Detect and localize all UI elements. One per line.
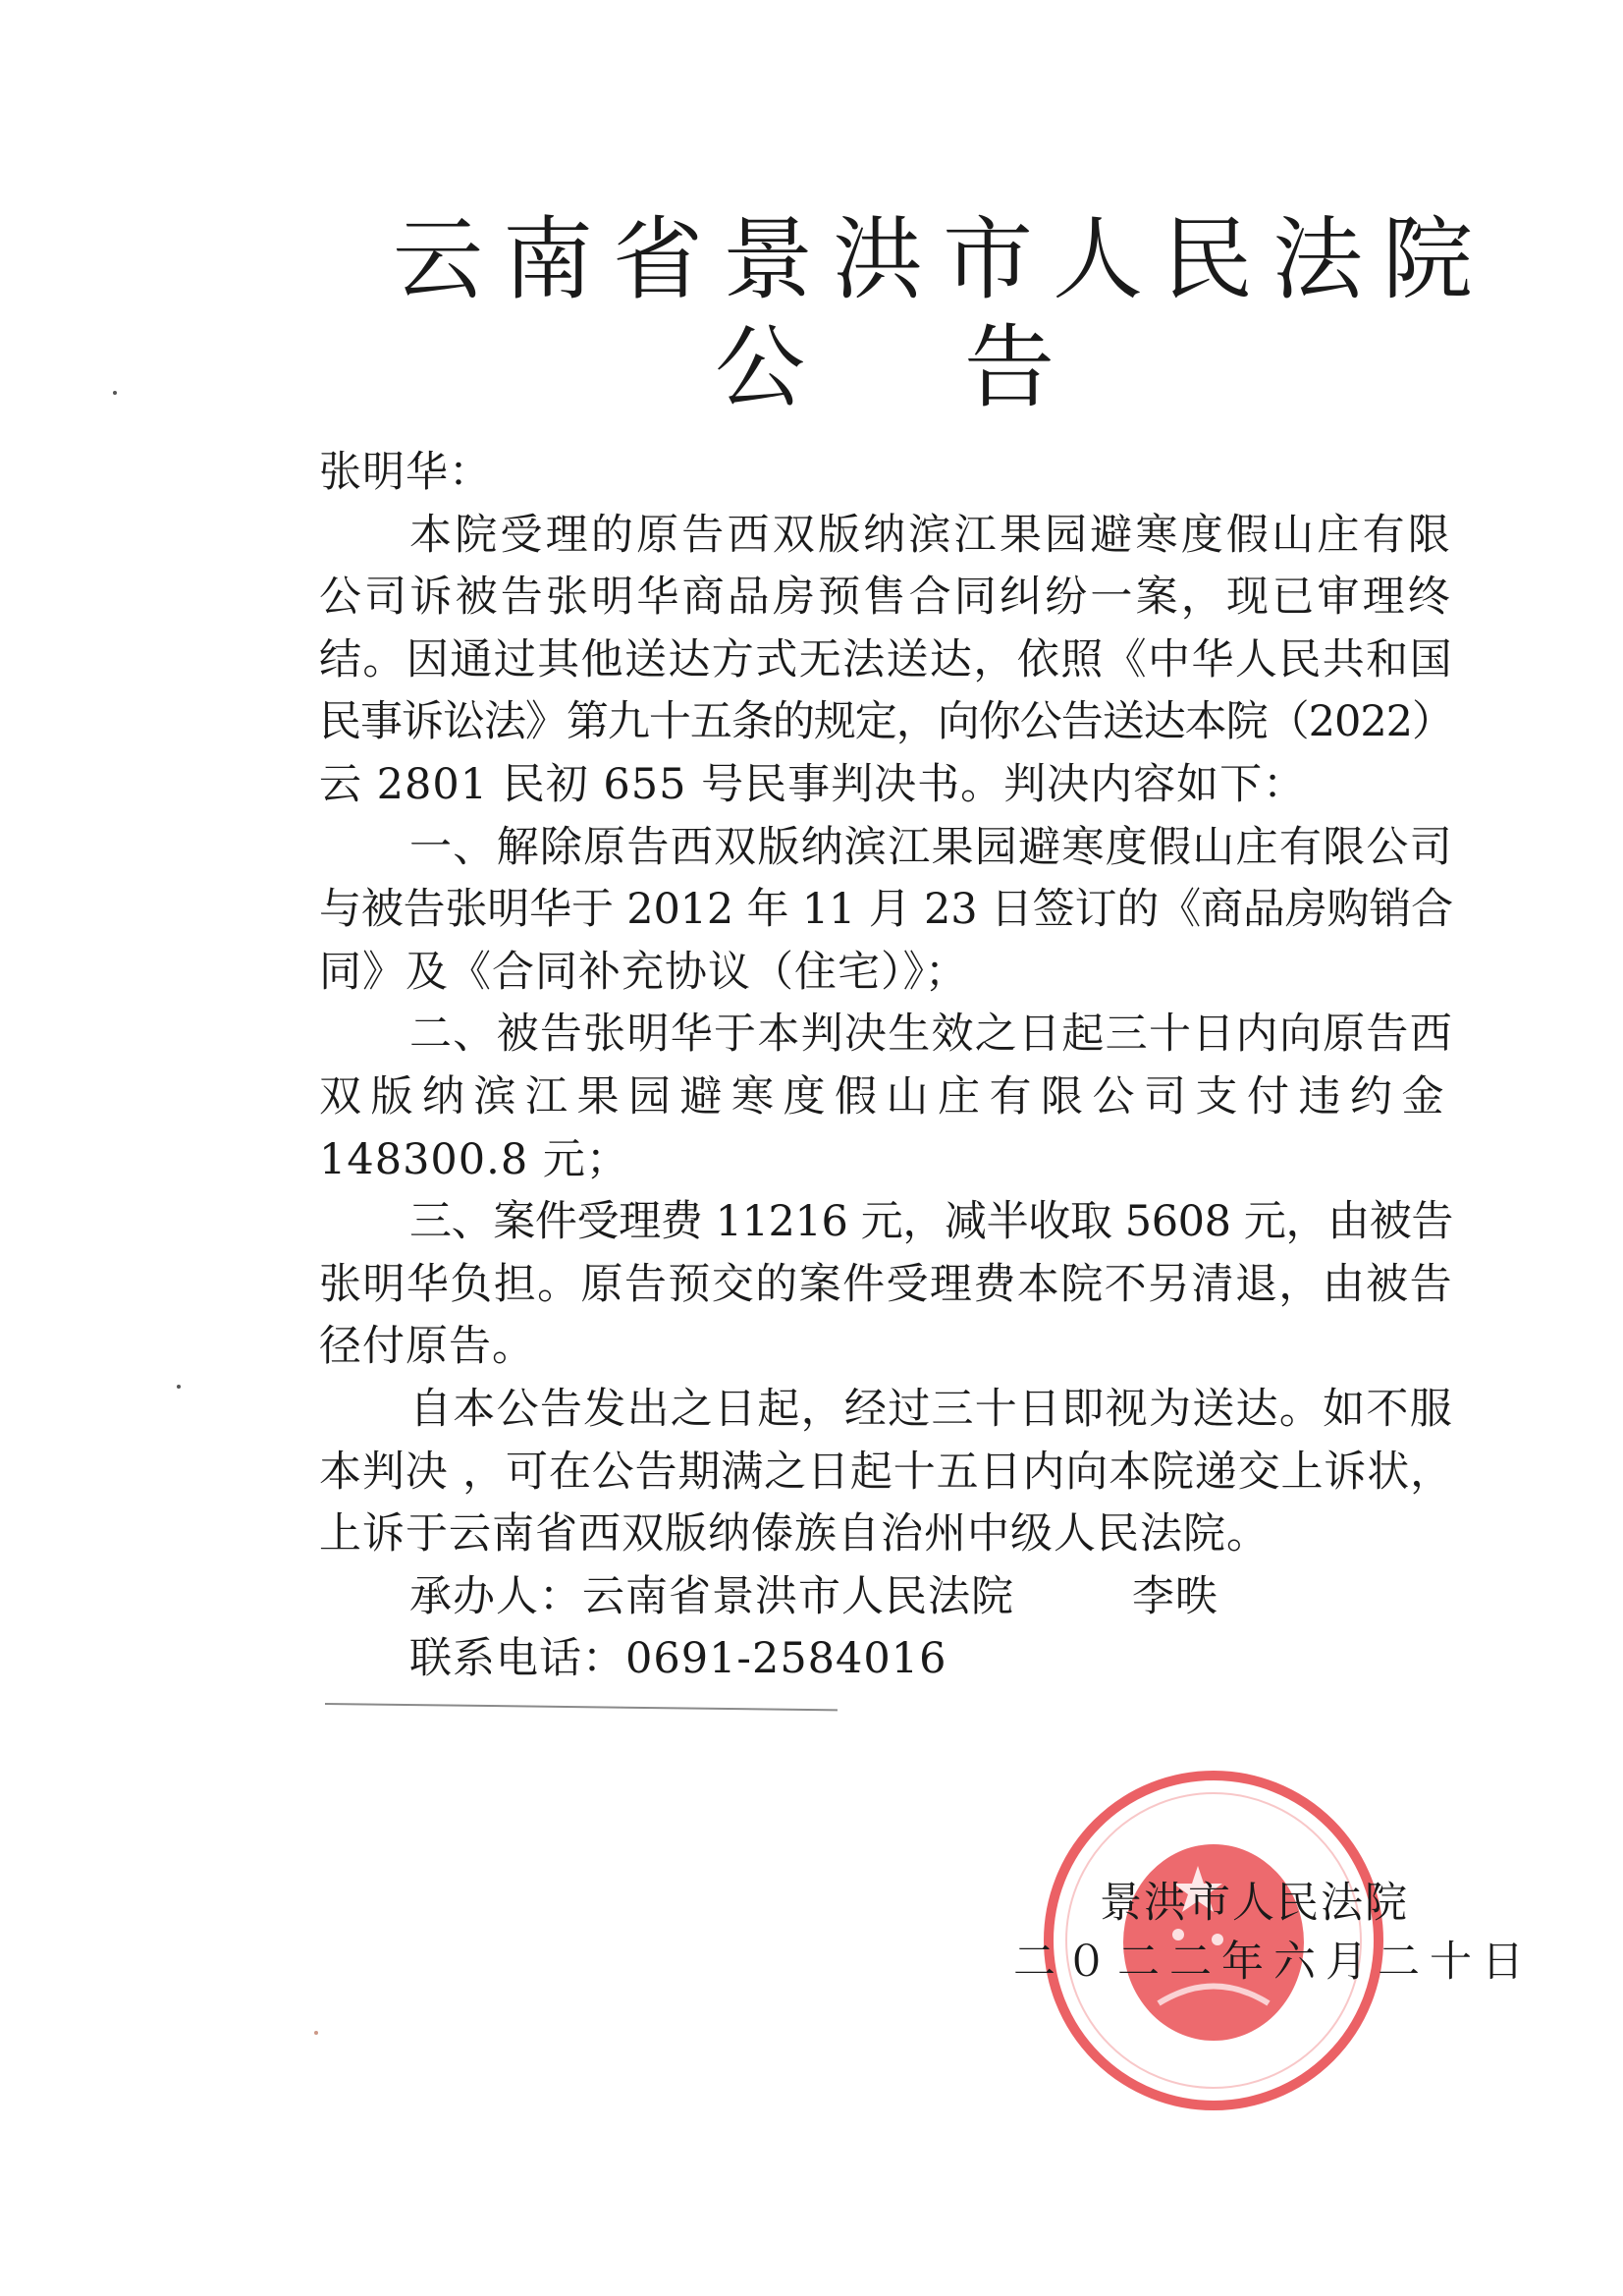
judgment-item-2: 二、被告张明华于本判决生效之日起三十日内向原告西 (409, 1010, 1453, 1060)
signing-date: 二０二二年六月二十日 (1013, 1938, 1534, 1987)
body-line: 同》及《合同补充协议（住宅）》； (319, 947, 968, 997)
notice-title-char-2: 告 (964, 315, 1055, 420)
body-line: 径付原告。 (319, 1322, 535, 1372)
body-line: 民事诉讼法》第九十五条的规定，向你公告送达本院（2022） (319, 697, 1453, 747)
body-line: 公司诉被告张明华商品房预售合同纠纷一案，现已审理终 (319, 573, 1453, 623)
contact-phone: 联系电话：0691-2584016 (409, 1634, 947, 1684)
body-line: 上诉于云南省西双版纳傣族自治州中级人民法院。 (319, 1509, 1270, 1559)
body-line: 本判决 ，可在公告期满之日起十五日内向本院递交上诉状， (319, 1447, 1453, 1497)
judgment-item-3: 三、案件受理费 11216 元，减半收取 5608 元，由被告 (409, 1197, 1453, 1247)
notice-body (319, 442, 1453, 1691)
handler-line (319, 1566, 1453, 1629)
handler-label: 承办人：云南省景洪市人民法院 (409, 1571, 1014, 1621)
service-notice: 自本公告发出之日起，经过三十日即视为送达。如不服 (409, 1384, 1453, 1434)
body-line: 双版纳滨江果园避寒度假山庄有限公司支付违约金 (319, 1071, 1453, 1121)
body-line: 本院受理的原告西双版纳滨江果园避寒度假山庄有限 (409, 510, 1453, 560)
scan-speck (314, 2031, 318, 2035)
notice-title-char-1: 公 (715, 315, 806, 420)
body-line: 与被告张明华于 2012 年 11 月 23 日签订的《商品房购销合 (319, 885, 1453, 935)
divider-line (325, 1703, 838, 1711)
body-line: 结。因通过其他送达方式无法送达，依照《中华人民共和国 (319, 634, 1453, 684)
body-line: 云 2801 民初 655 号民事判决书。判决内容如下： (319, 759, 1307, 809)
body-line: 148300.8 元； (319, 1134, 629, 1184)
scan-speck (177, 1385, 181, 1389)
judgment-item-1: 一、解除原告西双版纳滨江果园避寒度假山庄有限公司 (409, 822, 1453, 872)
handler-name: 李昳 (1132, 1571, 1218, 1621)
signing-court: 景洪市人民法院 (1100, 1879, 1409, 1928)
addressee: 张明华： (319, 448, 492, 497)
scan-speck (113, 391, 117, 395)
court-name-title: 云南省景洪市人民法院 (393, 207, 1493, 312)
body-line: 张明华负担。原告预交的案件受理费本院不另清退，由被告 (319, 1259, 1453, 1309)
